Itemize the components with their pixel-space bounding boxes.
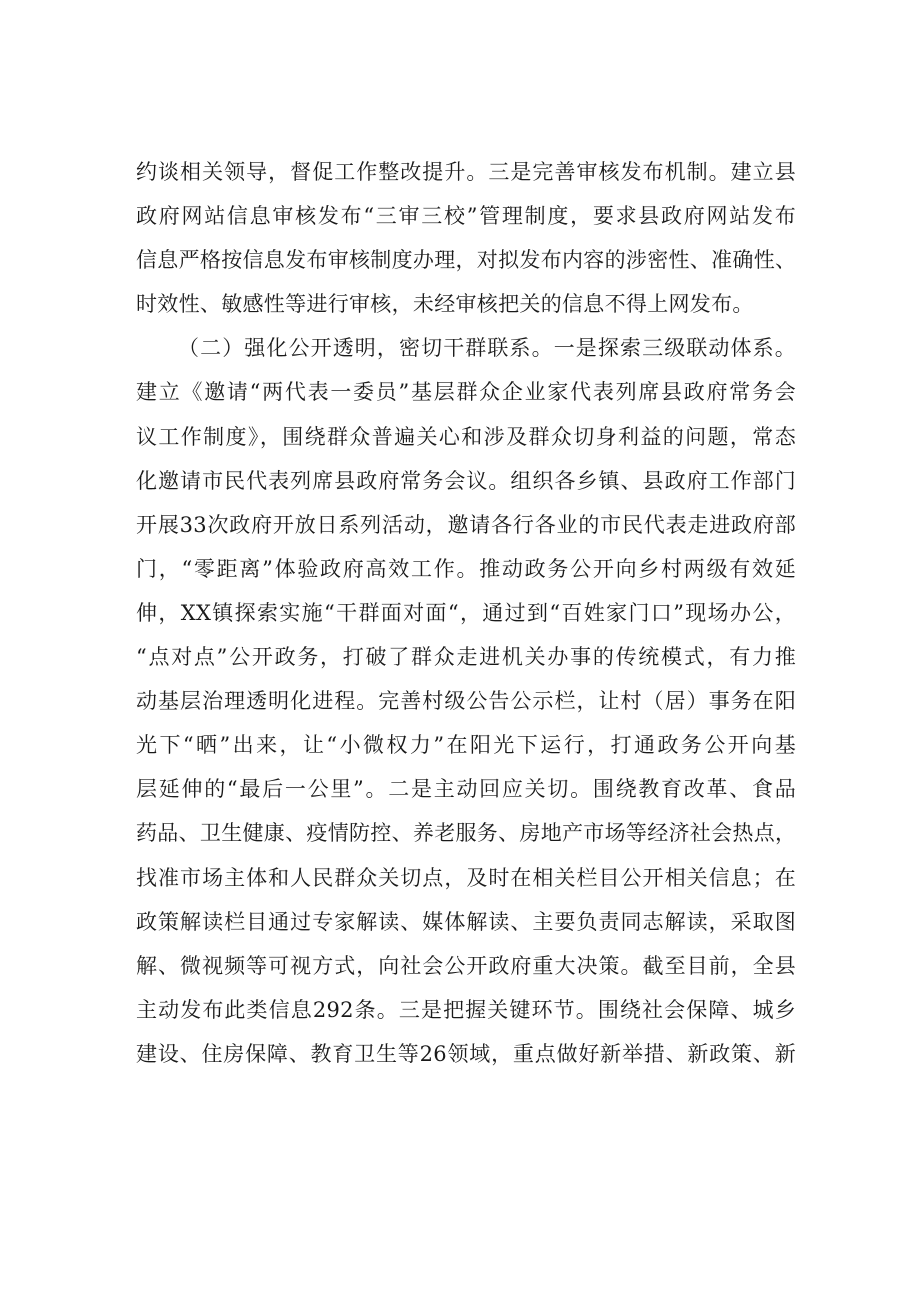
text-line: 动基层治理透明化进程。完善村级公告公示栏，让村（居）事务在阳 <box>136 689 796 714</box>
text-line: 信息严格按信息发布审核制度办理，对拟发布内容的涉密性、准确性、 <box>136 248 797 273</box>
body-text <box>136 150 796 1076</box>
text-line: 找准市场主体和人民群众关切点，及时在相关栏目公开相关信息；在 <box>136 865 796 890</box>
text-line: 药品、卫生健康、疫情防控、养老服务、房地产市场等经济社会热点， <box>136 821 797 846</box>
text-line: 伸，XX镇探索实施“干群面对面“，通过到“百姓家门口”现场办公， <box>136 600 796 625</box>
text-line: 层延伸的“最后一公里”。二是主动回应关切。围绕教育改革、食品 <box>136 777 796 802</box>
text-line: 政府网站信息审核发布“三审三校”管理制度，要求县政府网站发布 <box>136 204 796 229</box>
text-line: 建设、住房保障、教育卫生等26领域，重点做好新举措、新政策、新 <box>136 1041 796 1066</box>
text-line: 解、微视频等可视方式，向社会公开政府重大决策。截至目前，全县 <box>136 953 796 978</box>
text-line: “点对点”公开政务，打破了群众走进机关办事的传统模式，有力推 <box>136 645 796 670</box>
section-heading-line: （二）强化公开透明，密切干群联系。一是探索三级联动体系。 <box>178 336 796 361</box>
text-line: 化邀请市民代表列席县政府常务会议。组织各乡镇、县政府工作部门 <box>136 468 796 493</box>
text-line: 开展33次政府开放日系列活动，邀请各行各业的市民代表走进政府部 <box>136 512 796 537</box>
text-line: 门，“零距离”体验政府高效工作。推动政务公开向乡村两级有效延 <box>136 556 796 581</box>
text-line: 建立《邀请“两代表一委员”基层群众企业家代表列席县政府常务会 <box>136 380 796 405</box>
text-line: 时效性、敏感性等进行审核，未经审核把关的信息不得上网发布。 <box>136 292 754 317</box>
text-line: 光下“晒”出来，让“小微权力”在阳光下运行，打通政务公开向基 <box>136 733 796 758</box>
text-line: 议工作制度》，围绕群众普遍关心和涉及群众切身利益的问题，常态 <box>136 424 796 449</box>
text-line: 政策解读栏目通过专家解读、媒体解读、主要负责同志解读，采取图 <box>136 909 796 934</box>
text-line: 约谈相关领导，督促工作整改提升。三是完善审核发布机制。建立县 <box>136 160 796 184</box>
text-line: 主动发布此类信息292条。三是把握关键环节。围绕社会保障、城乡 <box>136 997 796 1022</box>
